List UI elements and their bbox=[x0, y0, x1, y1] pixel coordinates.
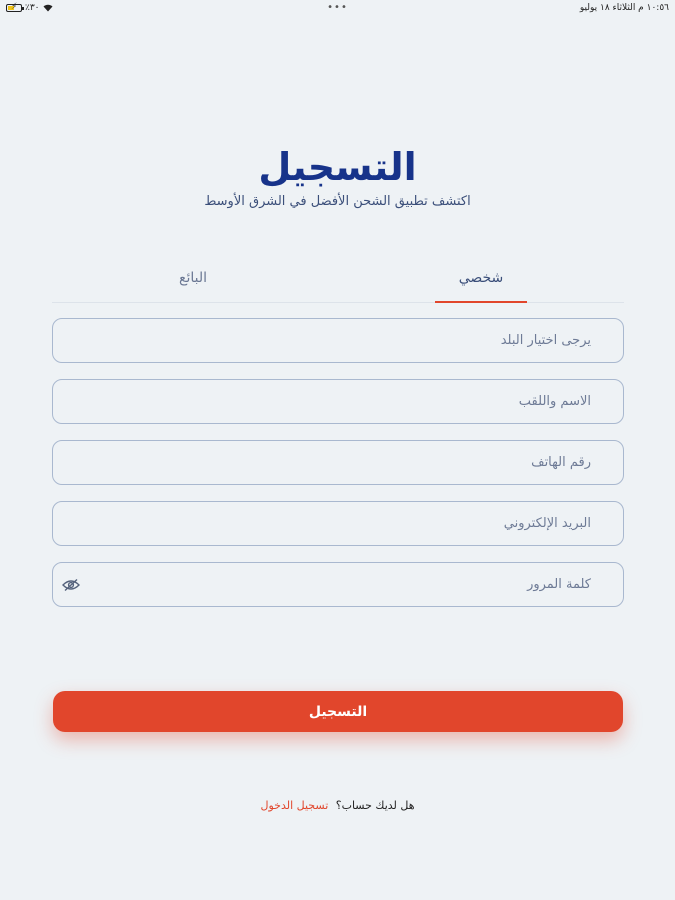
tab-personal[interactable]: شخصي bbox=[435, 262, 527, 303]
status-indicators bbox=[6, 3, 53, 13]
status-bar bbox=[0, 0, 675, 20]
email-input[interactable] bbox=[52, 501, 624, 546]
battery-icon: ⚡ bbox=[6, 4, 22, 12]
battery-percent: ٪٣٠ bbox=[25, 3, 40, 13]
status-time-date: ١٠:٥٦ م الثلاثاء ١٨ يوليو bbox=[579, 3, 669, 13]
wifi-icon bbox=[43, 4, 53, 12]
tab-seller[interactable]: البائع bbox=[179, 270, 207, 286]
full-name-input[interactable] bbox=[52, 379, 624, 424]
eye-icon[interactable] bbox=[62, 578, 80, 592]
multitask-dots[interactable]: ••• bbox=[327, 2, 348, 13]
password-input[interactable] bbox=[52, 562, 624, 607]
page-subtitle: اكتشف تطبيق الشحن الأفضل في الشرق الأوسط bbox=[204, 194, 471, 209]
page-title: التسجيل bbox=[258, 145, 417, 189]
country-select[interactable] bbox=[52, 318, 624, 363]
account-type-tabs bbox=[52, 262, 624, 303]
login-link[interactable]: تسجيل الدخول bbox=[260, 799, 329, 812]
register-button[interactable]: التسجيل bbox=[53, 691, 623, 732]
login-prompt bbox=[0, 799, 675, 812]
phone-input[interactable] bbox=[52, 440, 624, 485]
login-question: هل لديك حساب؟ bbox=[335, 799, 415, 812]
